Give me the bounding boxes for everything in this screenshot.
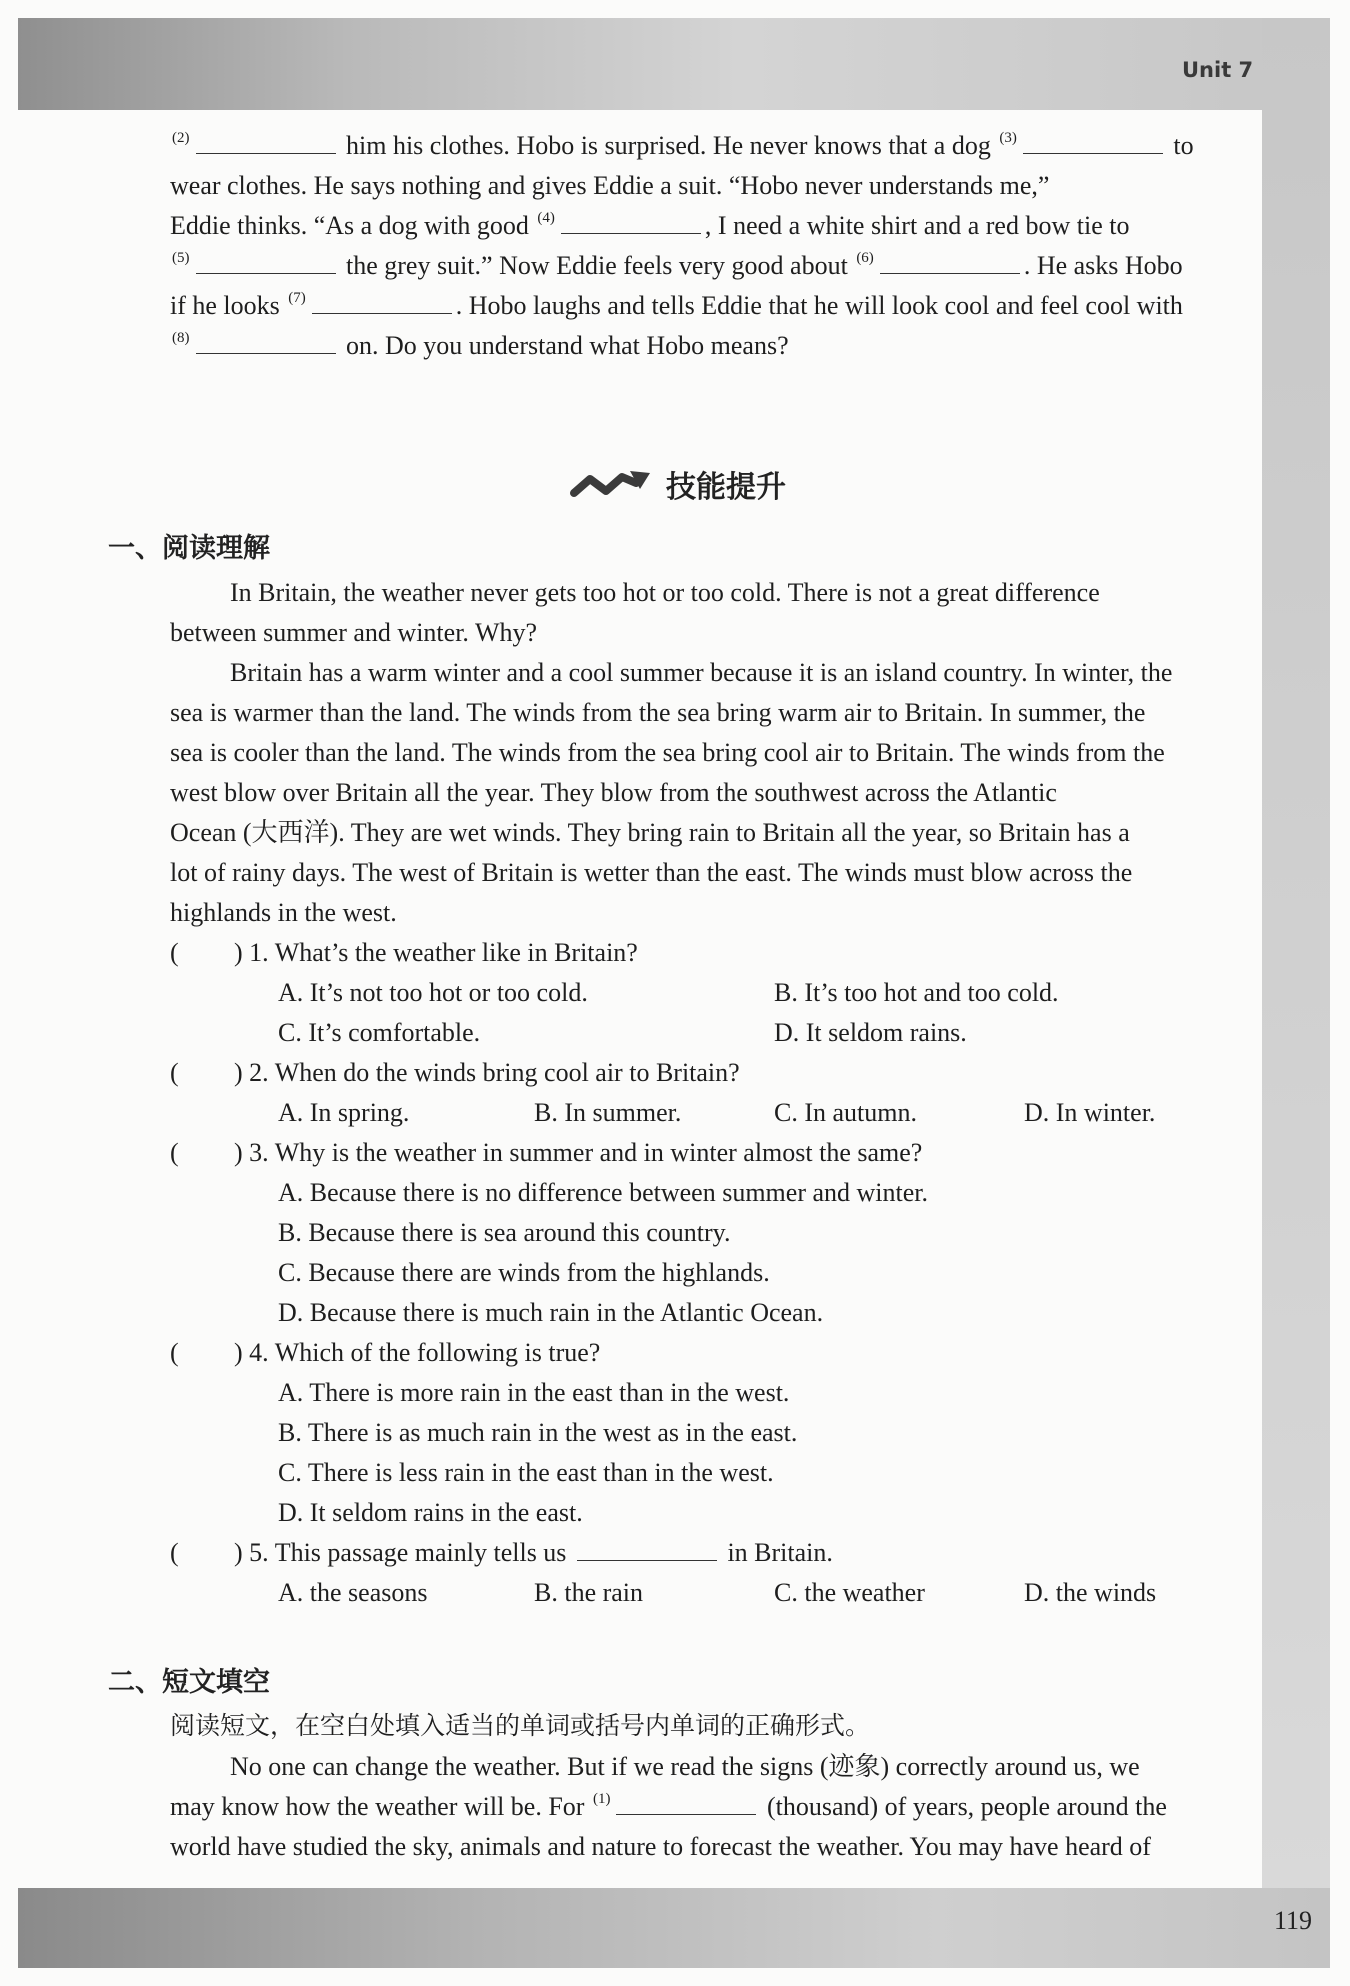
blank-number: (7) bbox=[288, 290, 306, 306]
paragraph-line: lot of rainy days. The west of Britain is wetter than the east. The winds must blow across the bbox=[170, 858, 1133, 887]
paragraph-line bbox=[170, 1787, 1167, 1831]
option-3d[interactable]: D. Because there is much rain in the Atlantic Ocean. bbox=[278, 1298, 824, 1327]
answer-paren[interactable]: ( bbox=[170, 1538, 179, 1567]
unit-label: Unit 7 bbox=[1182, 58, 1254, 82]
answer-blank-2[interactable] bbox=[196, 127, 336, 154]
answer-blank-7[interactable] bbox=[312, 287, 452, 314]
section-2-instruction: 阅读短文，在空白处填入适当的单词或括号内单词的正确形式。 bbox=[170, 1711, 871, 1740]
option-1b[interactable]: B. It’s too hot and too cold. bbox=[774, 978, 1059, 1007]
blank-number: (3) bbox=[999, 130, 1017, 146]
option-5a[interactable]: A. the seasons bbox=[278, 1578, 428, 1607]
blank-number: (5) bbox=[172, 250, 190, 266]
option-5b[interactable]: B. the rain bbox=[534, 1578, 644, 1607]
content-area bbox=[18, 110, 1262, 1888]
section-1-heading: 一、阅读理解 bbox=[108, 533, 270, 564]
paragraph-line: In Britain, the weather never gets too hot or too cold. There is not a great difference bbox=[230, 578, 1100, 607]
paragraph-line: highlands in the west. bbox=[170, 898, 397, 927]
answer-blank-8[interactable] bbox=[196, 327, 336, 354]
question-3: ) 3. Why is the weather in summer and in winter almost the same? bbox=[234, 1138, 923, 1167]
passage-text: (thousand) of years, people around the bbox=[766, 1792, 1167, 1821]
question-text: ) 5. This passage mainly tells us bbox=[234, 1538, 567, 1567]
passage-text: . He asks Hobo bbox=[1023, 251, 1183, 280]
option-5c[interactable]: C. the weather bbox=[774, 1578, 925, 1607]
option-4a[interactable]: A. There is more rain in the east than in the west. bbox=[278, 1378, 790, 1407]
answer-blank-5[interactable] bbox=[196, 247, 336, 274]
paragraph-line: sea is cooler than the land. The winds from the sea bring cool air to Britain. The winds from the bbox=[170, 738, 1165, 767]
passage-text: him his clothes. Hobo is surprised. He never knows that a dog bbox=[346, 131, 991, 160]
skills-section-title bbox=[570, 462, 786, 506]
option-3c[interactable]: C. Because there are winds from the highlands. bbox=[278, 1258, 770, 1287]
blank-number: (1) bbox=[592, 1791, 611, 1807]
right-margin-band bbox=[1262, 18, 1330, 1888]
answer-paren[interactable]: ( bbox=[170, 1058, 179, 1087]
answer-paren[interactable]: ( bbox=[170, 1338, 179, 1367]
option-1c[interactable]: C. It’s comfortable. bbox=[278, 1018, 481, 1047]
passage-line-2: wear clothes. He says nothing and gives Eddie a suit. “Hobo never understands me,” bbox=[170, 171, 1050, 200]
passage-text: . Hobo laughs and tells Eddie that he will look cool and feel cool with bbox=[455, 291, 1183, 320]
answer-blank-q5[interactable] bbox=[577, 1534, 717, 1561]
option-2a[interactable]: A. In spring. bbox=[278, 1098, 410, 1127]
option-1a[interactable]: A. It’s not too hot or too cold. bbox=[278, 978, 588, 1007]
question-4: ) 4. Which of the following is true? bbox=[234, 1338, 601, 1367]
option-3b[interactable]: B. Because there is sea around this country. bbox=[278, 1218, 731, 1247]
passage-line-1 bbox=[170, 126, 1194, 170]
trend-arrow-icon bbox=[570, 467, 652, 501]
skills-title-text: 技能提升 bbox=[666, 470, 786, 505]
passage-line-4 bbox=[170, 246, 1183, 290]
question-1: ) 1. What’s the weather like in Britain? bbox=[234, 938, 638, 967]
option-4c[interactable]: C. There is less rain in the east than in the west. bbox=[278, 1458, 774, 1487]
paragraph-line: world have studied the sky, animals and nature to forecast the weather. You may have heard of bbox=[170, 1832, 1151, 1861]
passage-text: if he looks bbox=[170, 291, 280, 320]
answer-blank-s2-1[interactable] bbox=[616, 1788, 756, 1815]
option-5d[interactable]: D. the winds bbox=[1024, 1578, 1157, 1607]
paragraph-line: west blow over Britain all the year. They blow from the southwest across the Atlantic bbox=[170, 778, 1057, 807]
question-2: ) 2. When do the winds bring cool air to Britain? bbox=[234, 1058, 740, 1087]
passage-line-3 bbox=[170, 206, 1129, 250]
passage-text: on. Do you understand what Hobo means? bbox=[346, 331, 789, 360]
paragraph-line: between summer and winter. Why? bbox=[170, 618, 538, 647]
blank-number: (4) bbox=[537, 210, 555, 226]
paragraph-line: No one can change the weather. But if we read the signs (迹象) correctly around us, we bbox=[230, 1752, 1140, 1781]
page-number: 119 bbox=[1274, 1906, 1313, 1935]
footer-band bbox=[18, 1888, 1330, 1968]
answer-paren[interactable]: ( bbox=[170, 1138, 179, 1167]
passage-line-5 bbox=[170, 286, 1183, 330]
paragraph-line: Ocean (大西洋). They are wet winds. They bring rain to Britain all the year, so Britain has a bbox=[170, 818, 1130, 847]
passage-text: Eddie thinks. “As a dog with good bbox=[170, 211, 529, 240]
header-band bbox=[18, 18, 1330, 110]
option-1d[interactable]: D. It seldom rains. bbox=[774, 1018, 967, 1047]
passage-text: , I need a white shirt and a red bow tie to bbox=[704, 211, 1130, 240]
answer-paren[interactable]: ( bbox=[170, 938, 179, 967]
blank-number: (8) bbox=[172, 330, 190, 346]
answer-blank-6[interactable] bbox=[880, 247, 1020, 274]
blank-number: (6) bbox=[856, 250, 874, 266]
option-4d[interactable]: D. It seldom rains in the east. bbox=[278, 1498, 583, 1527]
question-5 bbox=[234, 1533, 833, 1573]
paragraph-line: sea is warmer than the land. The winds from the sea bring warm air to Britain. In summer, the bbox=[170, 698, 1146, 727]
passage-text: the grey suit.” Now Eddie feels very good about bbox=[346, 251, 848, 280]
answer-blank-3[interactable] bbox=[1023, 127, 1163, 154]
option-3a[interactable]: A. Because there is no difference between summer and winter. bbox=[278, 1178, 928, 1207]
option-2d[interactable]: D. In winter. bbox=[1024, 1098, 1156, 1127]
passage-text: to bbox=[1173, 131, 1194, 160]
question-text: in Britain. bbox=[727, 1538, 833, 1567]
answer-blank-4[interactable] bbox=[561, 207, 701, 234]
option-2b[interactable]: B. In summer. bbox=[534, 1098, 682, 1127]
paragraph-line: Britain has a warm winter and a cool summer because it is an island country. In winter, the bbox=[230, 658, 1173, 687]
option-4b[interactable]: B. There is as much rain in the west as in the east. bbox=[278, 1418, 798, 1447]
blank-number: (2) bbox=[172, 130, 190, 146]
passage-text: may know how the weather will be. For bbox=[170, 1792, 585, 1821]
section-2-heading: 二、短文填空 bbox=[108, 1667, 270, 1698]
passage-line-6 bbox=[170, 326, 789, 370]
option-2c[interactable]: C. In autumn. bbox=[774, 1098, 917, 1127]
